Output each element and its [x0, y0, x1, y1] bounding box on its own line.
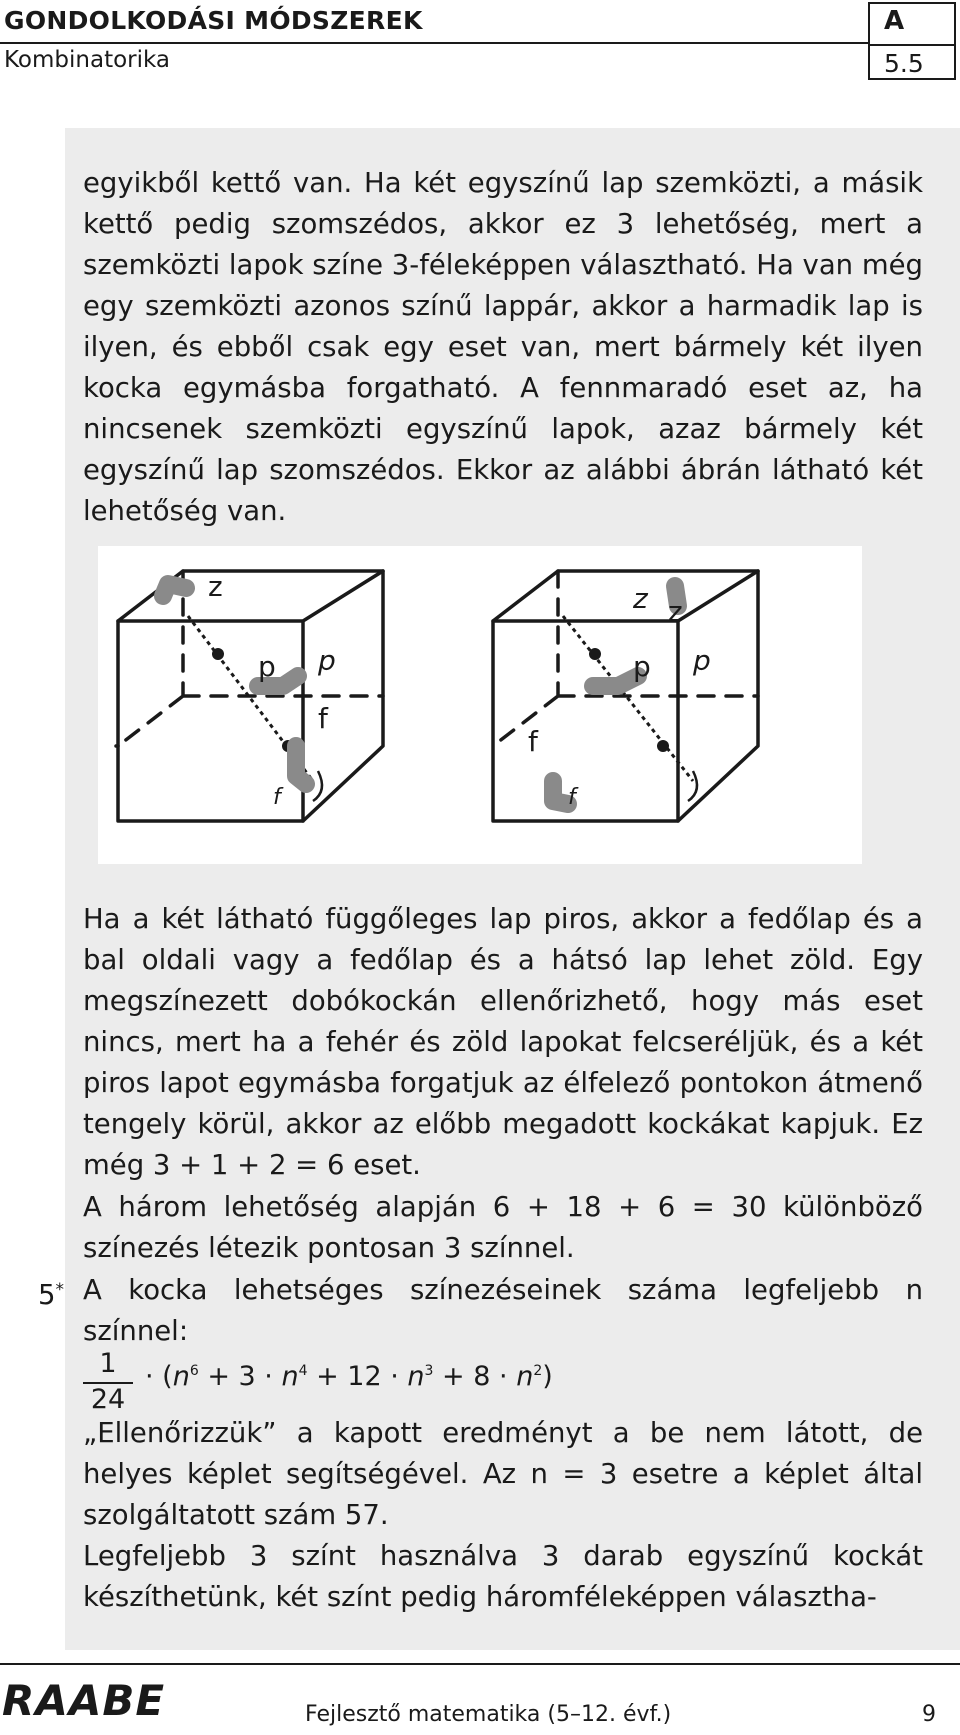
cube2-label-z2: z: [668, 595, 683, 628]
cube2-diagonal: [563, 616, 693, 781]
paragraph-1: egyikből kettő van. Ha két egyszínű lap szemközti, a másik kettő pedig szomszédos, akkor ez 3 lehetőség, mert a szemközti lapok színe 3-féleképpen választható. Ha van még egy szemközti azonos színű lappár, akkor a harmadik lap is ilyen, és ebből csak egy eset van, mert bármely két ilyen kocka egymásba forgatható. A fennmaradó eset az, ha nincsenek szemközti egyszínű lapok, azaz bármely két egyszínű lap szomszédos. Ekkor az alábbi ábrán látható két lehetőség van.: [83, 167, 923, 527]
formula: [83, 1348, 683, 1415]
footer-title: Fejlesztő matematika (5–12. évf.): [305, 1702, 672, 1727]
cube2-point-top: [589, 648, 601, 660]
paragraph-4: „Ellenőrizzük” a kapott eredményt a be nem látott, de helyes képlet segítségével. Az n = 3 esetre a képlet által szolgáltatott szám 57.: [83, 1417, 923, 1531]
header-title: GONDOLKODÁSI MÓDSZEREK: [4, 6, 423, 35]
cube1-label-bottom-f: f: [273, 785, 281, 810]
cube1-label-f: f: [318, 702, 328, 735]
cube-diagram: [98, 546, 862, 864]
paragraph-5: Legfeljebb 3 színt használva 3 darab egyszínű kockát készíthetünk, két színt pedig háromféleképpen választha-: [83, 1540, 923, 1613]
section-box-divider: [870, 44, 954, 46]
paragraph-2: Ha a két látható függőleges lap piros, akkor a fedőlap és a bal oldali vagy a fedőlap és a hátsó lap lehet zöld. Egy megszínezett dobókockán ellenőrizhető, hogy más eset nincs, mert ha a fehér és zöld lapokat felcseréljük, és a két piros lapot egymásba forgatjuk az élfelező pontokon átmenő tengely körül, akkor az előbb megadott kockákat kapjuk. Ez még 3 + 1 + 2 = 6 eset.: [83, 903, 923, 1181]
paragraph-3: A három lehetőség alapján 6 + 18 + 6 = 30 különböző színezés létezik pontosan 3 színnel.: [83, 1191, 923, 1264]
section-letter: A: [884, 6, 905, 36]
formula-numerator: 1: [99, 1348, 117, 1379]
publisher-logo: RAABE: [2, 1676, 166, 1725]
cube2-label-p2: p: [693, 644, 711, 677]
cube1-label-p2: p: [318, 644, 336, 677]
cube1-inner-mark: [296, 746, 306, 784]
cube-figure: [98, 546, 862, 864]
item-number-value: 5: [38, 1279, 56, 1311]
page-number: 9: [922, 1702, 936, 1727]
cube1-label-p1: p: [258, 650, 276, 683]
item-star: *: [55, 1280, 64, 1300]
item-5-text: A kocka lehetséges színezéseinek száma legfeljebb n színnel:: [83, 1274, 923, 1347]
formula-denominator: 24: [90, 1384, 126, 1415]
header-rule: [0, 42, 868, 44]
section-number: 5.5: [884, 49, 924, 78]
cube2-label-z1: z: [633, 582, 648, 615]
formula-expression: · $(n^6 + 3 \cdot n^4 + 12 \cdot n^3 + 8 \cdot n^2)$: [145, 1361, 553, 1392]
cube2-left-mark: [553, 781, 568, 804]
item-number: [38, 1270, 64, 1316]
section-box: [868, 2, 956, 80]
cube2-label-bottom-f: f: [568, 785, 576, 810]
footer-rule: [0, 1663, 960, 1665]
cube2-label-f: f: [528, 725, 538, 758]
cube2-label-p1: p: [633, 650, 651, 683]
header-subtitle: Kombinatorika: [4, 47, 171, 73]
cube2-point-bottom: [657, 740, 669, 752]
cube1-point-top: [212, 648, 224, 660]
cube1-label-z: z: [208, 570, 223, 603]
cube1-top-mark: [163, 584, 186, 596]
cube2-front-mark: [593, 676, 638, 686]
